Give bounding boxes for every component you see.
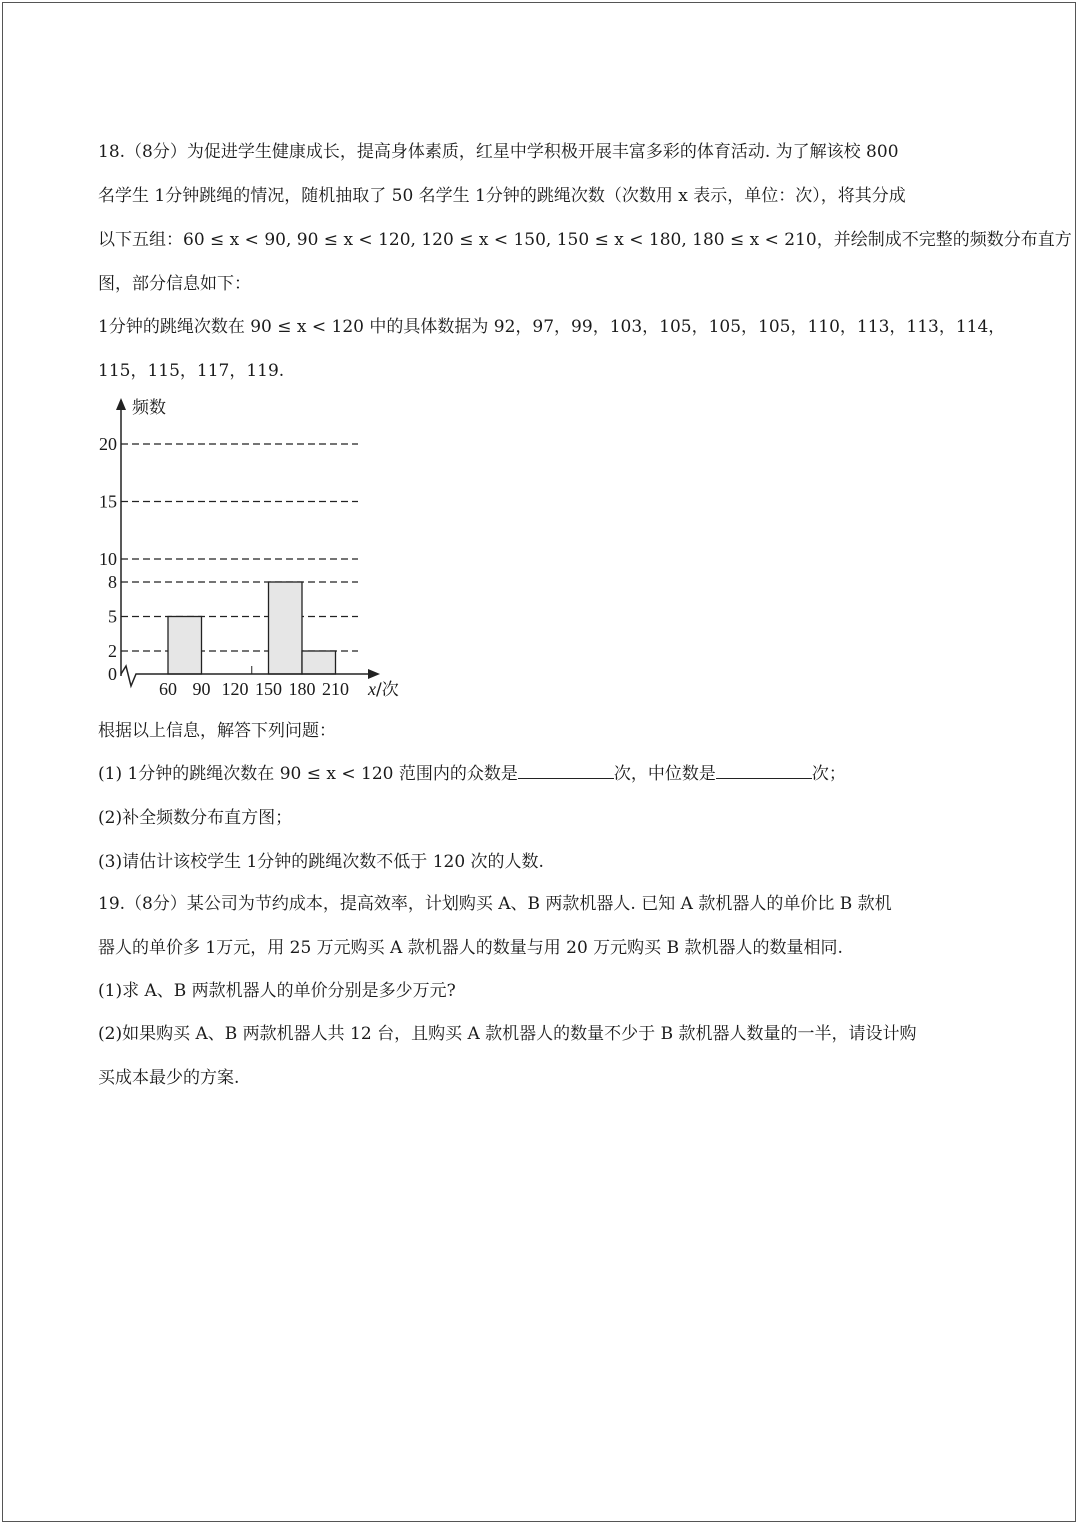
q19-line-1: 19.（8分）某公司为节约成本，提高效率，计划购买 A、B 两款机器人. 已知 A 款机器人的单价比 B 款机 (98, 894, 892, 914)
q19-part-1: (1)求 A、B 两款机器人的单价分别是多少万元? (98, 981, 456, 1001)
q18-line-3: 以下五组：60 ≤ x < 90, 90 ≤ x < 120, 120 ≤ x < 150, 150 ≤ x < 180, 180 ≤ x < 210，并绘制成不完整的频数分布直方 (98, 230, 1072, 250)
y-tick-label-2: 2 (108, 641, 117, 661)
histogram-bar-180-210 (302, 651, 336, 674)
y-tick-label-10: 10 (99, 549, 117, 569)
x-tick-label-180: 180 (288, 679, 316, 699)
q18-after-chart: 根据以上信息，解答下列问题： (98, 721, 336, 741)
q18-part-1 (98, 752, 846, 796)
q18-line-2: 名学生 1分钟跳绳的情况，随机抽取了 50 名学生 1分钟的跳绳次数（次数用 x 表示，单位：次），将其分成 (98, 186, 906, 206)
y-tick-label-0: 0 (108, 664, 117, 684)
x-tick-label-150: 150 (255, 679, 282, 699)
median-answer-blank[interactable] (716, 760, 812, 779)
frequency-histogram (88, 388, 428, 708)
x-axis-arrow (368, 669, 380, 679)
q18-line-4: 图，部分信息如下： (98, 274, 251, 294)
y-tick-label-20: 20 (99, 434, 117, 454)
q18-part-3: (3)请估计该校学生 1分钟的跳绳次数不低于 120 次的人数. (98, 852, 544, 872)
axis-break-mark (121, 666, 148, 686)
q18-line-1: 18.（8分）为促进学生健康成长，提高身体素质，红星中学积极开展丰富多彩的体育活动. 为了解该校 800 (98, 142, 899, 162)
x-tick-label-210: 210 (322, 679, 349, 699)
histogram-bar-60-90 (168, 617, 202, 675)
q19-part-2-line-1: (2)如果购买 A、B 两款机器人共 12 台，且购买 A 款机器人的数量不少于 B 款机器人数量的一半，请设计购 (98, 1024, 917, 1044)
q18-line-5: 1分钟的跳绳次数在 90 ≤ x < 120 中的具体数据为 92，97，99，103，105，105，105，110，113，113，114， (98, 317, 1006, 337)
y-axis-arrow (116, 398, 126, 410)
y-tick-label-8: 8 (108, 572, 117, 592)
y-tick-label-5: 5 (108, 606, 117, 627)
q18-part-2: (2)补全频数分布直方图； (98, 808, 293, 828)
q18-part-1-b: 次，中位数是 (613, 764, 716, 784)
q18-part-1-c: 次； (811, 764, 846, 784)
histogram-bar-150-180 (269, 582, 303, 674)
q18-part-1-a: (1) 1分钟的跳绳次数在 90 ≤ x < 120 范围内的众数是 (98, 764, 518, 784)
q19-part-2-line-2: 买成本最少的方案. (98, 1068, 240, 1088)
x-tick-label-120: 120 (221, 679, 249, 699)
x-axis-label: x/次 (368, 679, 399, 700)
mode-answer-blank[interactable] (518, 760, 614, 779)
y-tick-label-15: 15 (99, 491, 117, 512)
y-axis-label: 频数 (132, 398, 166, 418)
x-tick-label-60: 60 (159, 679, 177, 699)
x-tick-label-90: 90 (192, 679, 211, 699)
q19-line-2: 器人的单价多 1万元，用 25 万元购买 A 款机器人的数量与用 20 万元购买 B 款机器人的数量相同. (98, 938, 843, 958)
q18-line-6: 115，115，117，119. (98, 361, 285, 381)
